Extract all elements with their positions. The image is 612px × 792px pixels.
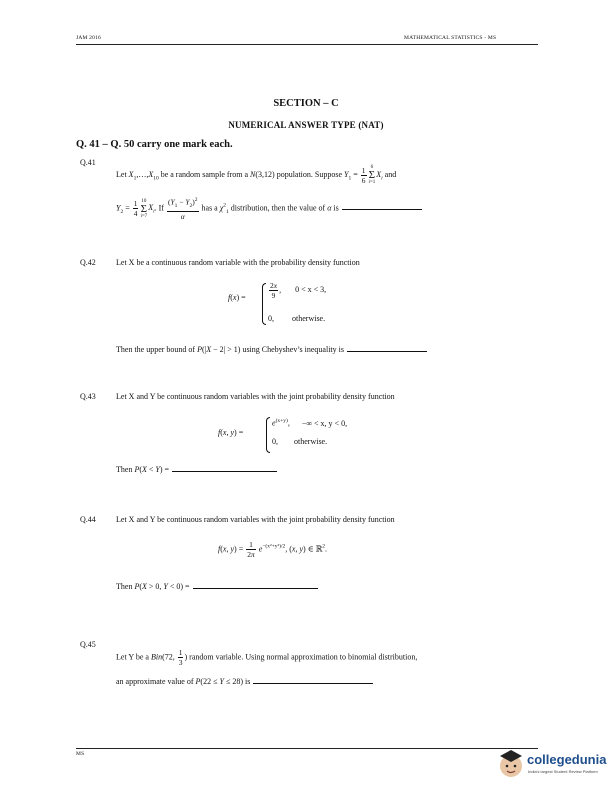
q42-case2: 0, otherwise.	[268, 314, 326, 323]
marks-note: Q. 41 – Q. 50 carry one mark each.	[76, 139, 233, 150]
q43-case2: 0, otherwise.	[272, 437, 328, 446]
logo-name: collegedunia	[527, 752, 607, 767]
q43-fxy: f(x, y) =	[218, 428, 244, 437]
q44-final: Then P(X > 0, Y < 0) =	[116, 582, 318, 591]
q42-fx: f(x) =	[228, 293, 246, 302]
question-number: Q.44	[80, 515, 96, 524]
header-left: JAM 2016	[76, 35, 101, 41]
question-number: Q.43	[80, 392, 96, 401]
q42-brace	[262, 283, 266, 325]
question-number: Q.41	[80, 158, 96, 167]
q43-case1: $e^{(x+y)}$, −∞ < x, y < 0,	[272, 418, 348, 428]
question-number: Q.45	[80, 640, 96, 649]
header-rule	[76, 44, 538, 45]
q41-line2: $Y_2$ = $\frac{1}{4}$ 10 Σ $i=7X_i$. If $\frac{(Y_1 - Y_2)^2}{\alpha}$ has a $\chi^2_1$ distribution, then the value of α is	[116, 196, 422, 221]
q44-line1: Let X and Y be continuous random variables with the joint probability density function	[116, 515, 395, 524]
logo-tagline: India's largest Student Review Platform	[528, 769, 598, 774]
q44-fxy: f(x, y) = $\frac{1}{2\pi}$ $e^{-(x^2+y^2)/2}$, (x, y) ∈ ℝ$^2$.	[218, 540, 328, 559]
mascot-icon	[496, 746, 526, 780]
q43-final: Then P(X < Y) =	[116, 465, 277, 474]
q41-line1: Let $X_1,\dots,X_{10}$ be a random sample from a N(3,12) population. Suppose $Y_1$ = $\frac{1}{6}$ 6 Σ $i=1X_i$ and	[116, 165, 397, 185]
q42-line1: Let X be a continuous random variable with the probability density function	[116, 258, 360, 267]
q45-line2: an approximate value of P(22 ≤ Y ≤ 28) is	[116, 677, 373, 686]
footer-left: MS	[76, 751, 85, 757]
section-title: SECTION – C	[273, 98, 339, 109]
q45-line1: Let Y be a Bin(72, $\frac{1}{3}$ ) random variable. Using normal approximation to binomial distribution,	[116, 648, 418, 667]
section-subtitle: NUMERICAL ANSWER TYPE (NAT)	[228, 120, 384, 130]
collegedunia-logo	[496, 744, 608, 784]
header-right: MATHEMATICAL STATISTICS - MS	[404, 35, 497, 41]
q42-case1: $\frac{2x}{9}$ , 0 < x < 3,	[270, 281, 327, 300]
q43-brace	[266, 417, 270, 453]
q42-final: Then the upper bound of P(|X − 2| > 1) using Chebyshev’s inequality is	[116, 345, 427, 354]
question-number: Q.42	[80, 258, 96, 267]
footer-rule	[76, 748, 538, 749]
q43-line1: Let X and Y be continuous random variables with the joint probability density function	[116, 392, 395, 401]
